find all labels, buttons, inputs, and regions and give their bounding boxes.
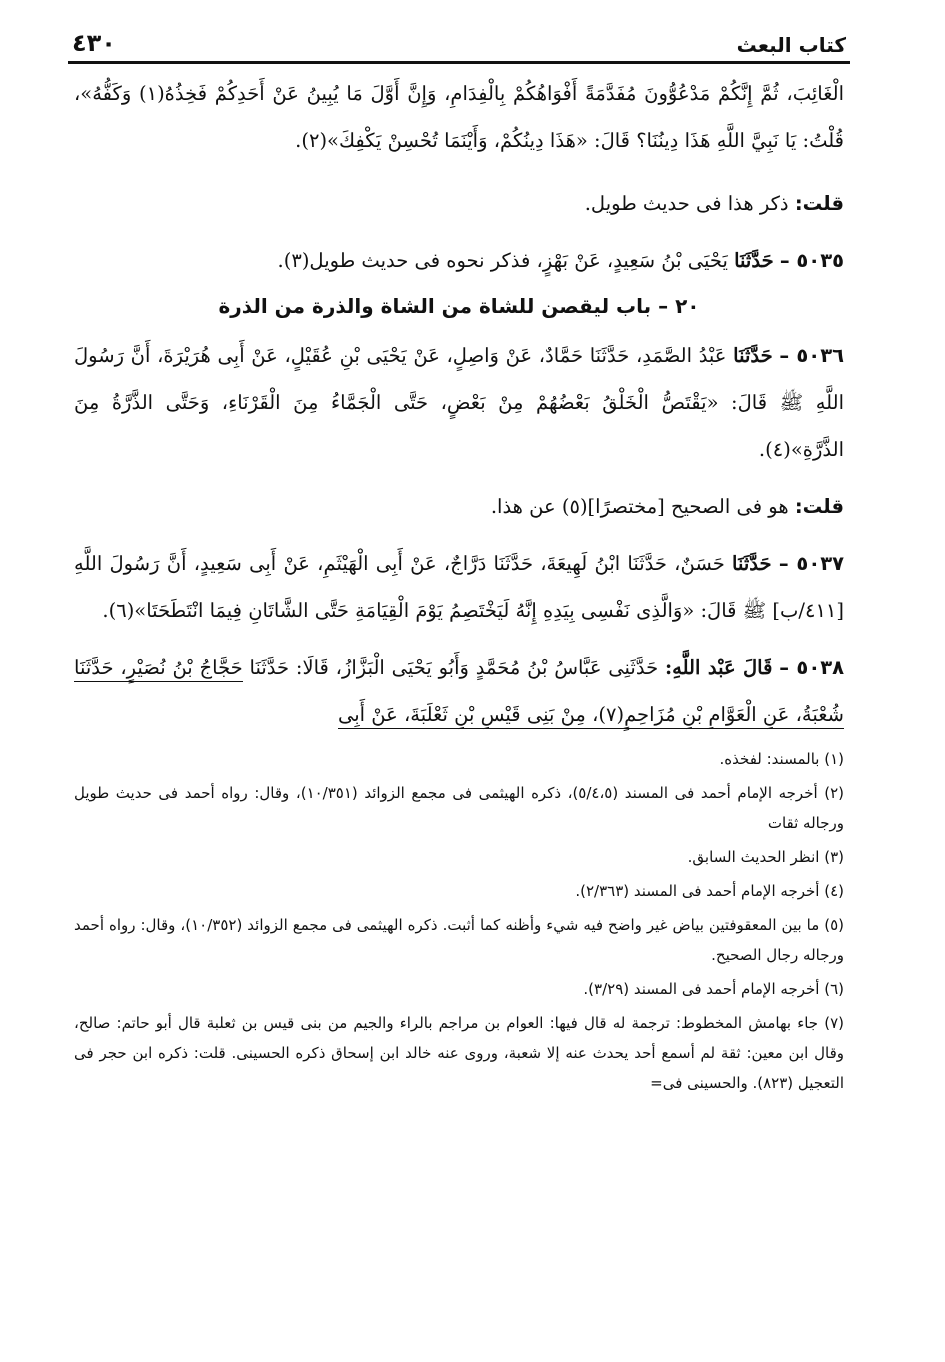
- hadith-5036: [74, 332, 844, 473]
- hadith-number: ٥٠٣٥ –: [779, 249, 844, 272]
- hadith-lead: حَدَّثَنَا: [734, 249, 774, 272]
- page-body: [68, 64, 850, 1098]
- footnotes: [74, 744, 844, 1098]
- editor-note: [74, 180, 844, 227]
- hadith-continuation: الْغَائِبَ، ثُمَّ إِنَّكُمْ مَدْعُوُّونَ مُفَدَّمَةً أَفْوَاهُكُمْ بِالْفِدَامِ، وَإِنَّ أَوَّلَ مَا يُبِينُ عَنْ أَحَدِكُمْ فَخِذُهُ(١) وَكَفُّهُ»، قُلْتُ: يَا نَبِيَّ اللَّهِ هَذَا دِينُنَا؟ قَالَ: «هَذَا دِينُكُمْ، وَأَيْنَمَا تُحْسِنْ يَكْفِكَ»(٢).: [74, 82, 844, 152]
- hadith-5038: [74, 644, 844, 738]
- hadith-text: يَحْيَى بْنُ سَعِيدٍ، عَنْ بَهْزٍ، فذكر نحوه فى حديث طويل(٣).: [277, 249, 728, 272]
- hadith-lead: قَالَ عَبْد اللَّهِ:: [664, 656, 773, 679]
- hadith-5037: [74, 540, 844, 634]
- hadith-text: حَسَنٌ، حَدَّثَنَا ابْنُ لَهِيعَةَ، حَدَّثَنَا دَرَّاجٌ، عَنْ أَبِى الْهَيْثَمِ، عَنْ أَبِى سَعِيدٍ، أَنَّ رَسُولَ اللَّهِ [٤١١/ب] ﷺ قَالَ: «وَالَّذِى نَفْسِى بِيَدِهِ إِنَّهُ لَيَخْتَصِمُ يَوْمَ الْقِيَامَةِ حَتَّى الشَّاتَانِ فِيمَا انْتَطَحَتَا»(٦).: [74, 552, 844, 622]
- editor-note-text: هو فى الصحيح [مختصرًا](٥) عن هذا.: [490, 495, 789, 518]
- hadith-text: عَبْدُ الصَّمَدِ، حَدَّثَنَا حَمَّادٌ، عَنْ وَاصِلٍ، عَنْ يَحْيَى بْنِ عُقَيْلٍ، عَنْ أَبِى هُرَيْرَةَ، أَنَّ رَسُولَ اللَّهِ ﷺ قَالَ: «يَقْتَصُّ الْخَلْقُ بَعْضُهُمْ مِنْ بَعْضٍ، حَتَّى الْجَمَّاءُ مِنَ الْقَرْنَاءِ، وَحَتَّى الذَّرَّةُ مِنَ الذَّرَّةِ»(٤).: [74, 344, 844, 461]
- page-number: ٤٣٠: [72, 29, 116, 57]
- hadith-number: ٥٠٣٦ –: [779, 344, 845, 367]
- editor-note-label: قلت:: [794, 192, 844, 215]
- hadith-text-underlined: حَجَّاجُ بْنُ نُصَيْرٍ، حَدَّثَنَا شُعْبَةُ، عَنِ الْعَوَّامِ بْنِ مُزَاحِمٍ(٧)، مِنْ بَنِى قَيْسِ بْنِ ثَعْلَبَةَ، عَنْ أَبِى: [74, 656, 844, 729]
- footnote-3: (٣) انظر الحديث السابق.: [687, 848, 844, 866]
- footnote-4: (٤) أخرجه الإمام أحمد فى المسند (٢/٣٦٣).: [575, 882, 844, 900]
- editor-note-text: ذكر هذا فى حديث طويل.: [584, 192, 789, 215]
- footnote-6: (٦) أخرجه الإمام أحمد فى المسند (٣/٢٩).: [583, 980, 844, 998]
- footnote-1: (١) بالمسند: لفخذه.: [719, 750, 844, 768]
- page-header: [68, 22, 850, 64]
- hadith-number: ٥٠٣٧ –: [778, 552, 845, 575]
- hadith-lead: حَدَّثَنَا: [732, 552, 772, 575]
- hadith-text: حَدَّثَنِى عَبَّاسُ بْنُ مُحَمَّدٍ وَأَبُو يَحْيَى الْبَزَّازُ، قَالَا: حَدَّثَنَا: [249, 656, 659, 679]
- hadith-number: ٥٠٣٨ –: [779, 656, 845, 679]
- editor-note: [74, 483, 844, 530]
- book-title: كتاب البعث: [736, 33, 846, 57]
- book-page: [68, 22, 850, 1102]
- hadith-lead: حَدَّثَنَا: [733, 344, 773, 367]
- chapter-title: ٢٠ – باب ليقصن للشاة من الشاة والذرة من الذرة: [218, 294, 700, 318]
- hadith-5035: [74, 237, 844, 284]
- footnote-5: (٥) ما بين المعقوفتين بياض غير واضح فيه شيء وأظنه كما أثبت. ذكره الهيثمى فى مجمع الزوائد (١٠/٣٥٢)، وقال: رواه أحمد ورجاله رجال الصحيح.: [74, 916, 844, 964]
- editor-note-label: قلت:: [794, 495, 844, 518]
- footnote-7: (٧) جاء بهامش المخطوط: ترجمة له قال فيها: العوام بن مراجم بالراء والجيم من بنى قيس بن ثعلبة قال أبو حاتم: صالح، وقال ابن معين: ثقة لم أسمع أحد يحدث عنه إلا شعبة، وروى عنه خالد ابن إسحاق ذكره الحسينى. قلت: ذكره ابن حجر فى التعجيل (٨٢٣). والحسينى فى=: [74, 1014, 844, 1092]
- footnote-2: (٢) أخرجه الإمام أحمد فى المسند (٥/٤،٥)، ذكره الهيثمى فى مجمع الزوائد (١٠/٣٥١)، وقال: رواه أحمد فى حديث طويل ورجاله ثقات: [74, 784, 844, 832]
